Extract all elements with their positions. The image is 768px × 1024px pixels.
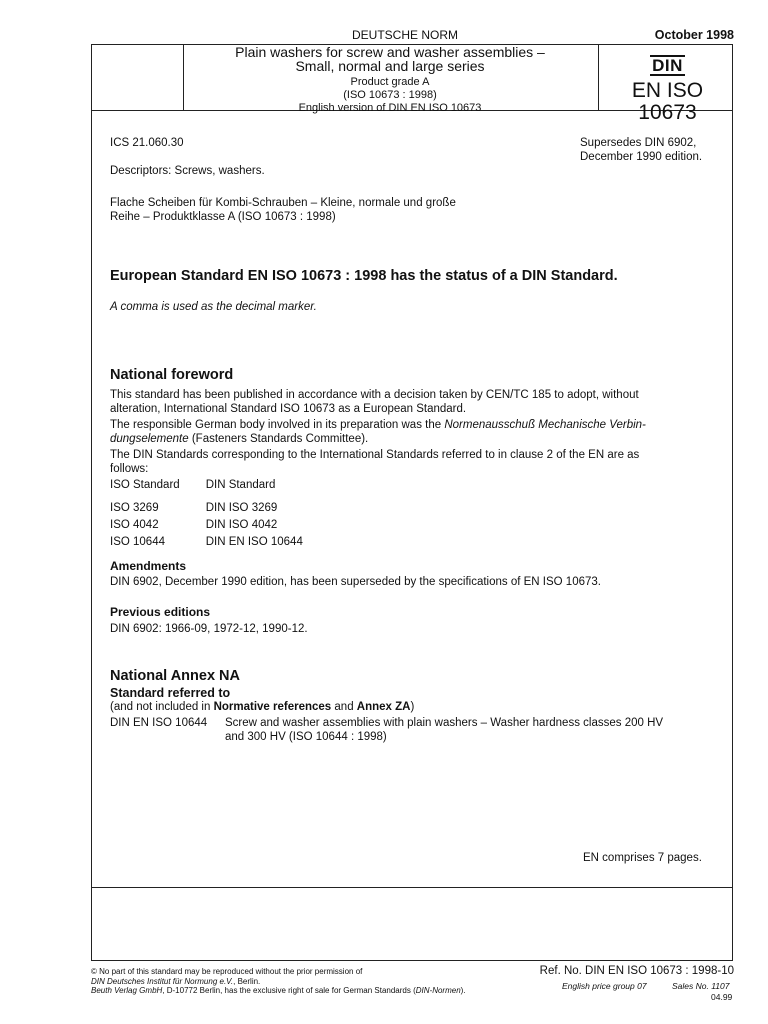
sales-number: Sales No. 1107: [672, 981, 730, 991]
table-cell: DIN ISO 4042: [205, 519, 278, 531]
previous-editions-heading: Previous editions: [110, 605, 211, 619]
column-header: ISO Standard: [110, 479, 180, 491]
supersedes: [580, 136, 702, 164]
table-row: [110, 518, 329, 535]
din-block: [601, 45, 734, 124]
foreword-text-line: The DIN Standards corresponding to the International Standards referred to in clause 2 of the EN are as: [110, 449, 640, 461]
annex-heading: National Annex NA: [110, 668, 240, 684]
norm-label: DEUTSCHE NORM: [352, 28, 459, 42]
table-cell: DIN ISO 3269: [205, 502, 278, 514]
supersedes-line: December 1990 edition.: [580, 151, 703, 163]
table-cell: ISO 3269: [110, 502, 159, 514]
german-title: [110, 196, 456, 224]
iso-reference: (ISO 10673 : 1998): [343, 89, 437, 101]
column-header: DIN Standard: [205, 479, 276, 491]
table-cell: DIN EN ISO 10644: [205, 536, 303, 548]
header-divider: [598, 45, 599, 111]
pages-note: EN comprises 7 pages.: [583, 852, 702, 864]
copyright-line: [91, 977, 521, 987]
foreword-body: [110, 388, 722, 476]
text-run: and: [331, 701, 357, 713]
text-run: , Berlin.: [233, 976, 261, 986]
foreword-heading: National foreword: [110, 367, 234, 383]
text-run: ): [410, 701, 415, 713]
annex-ref-text: [225, 716, 725, 744]
text-run: Beuth Verlag GmbH: [91, 986, 163, 995]
text-run: ).: [460, 986, 466, 995]
amendments-text: DIN 6902, December 1990 edition, has been superseded by the specifications of EN ISO 10673.: [110, 576, 601, 588]
table-cell: ISO 4042: [110, 519, 159, 531]
annex-ref-code: DIN EN ISO 10644: [110, 717, 208, 729]
annex-subheading: Standard referred to: [110, 686, 231, 700]
text-run: DIN Deutsches Institut für Normung e.V.: [91, 976, 234, 986]
title-line-2: Small, normal and large series: [295, 58, 485, 74]
ics-code: ICS 21.060.30: [110, 137, 184, 149]
text-run: Normative references: [213, 701, 332, 713]
foreword-text-line: follows:: [110, 463, 149, 475]
foreword-text-line: alteration, International Standard ISO 10673 as a European Standard.: [110, 403, 467, 415]
amendments-heading: Amendments: [110, 559, 187, 573]
document-date: October 1998: [654, 28, 734, 42]
foreword-text-line: [110, 418, 722, 432]
din-logo: DIN: [652, 56, 683, 75]
table-row: [110, 535, 329, 552]
annex-ref-line: Screw and washer assemblies with plain washers – Washer hardness classes 200 HV: [225, 717, 664, 729]
committee-name: dungselemente: [110, 433, 189, 445]
correspondence-table: [110, 478, 329, 552]
annex-note: [110, 700, 414, 714]
decimal-note: A comma is used as the decimal marker.: [110, 301, 317, 313]
foreword-text-line: [110, 432, 722, 446]
price-group: English price group 07: [562, 981, 647, 991]
previous-editions-text: DIN 6902: 1966-09, 1972-12, 1990-12.: [110, 623, 308, 635]
copyright-notice: [91, 967, 521, 996]
german-title-line: Flache Scheiben für Kombi-Schrauben – Kleine, normale und große: [110, 197, 456, 209]
table-row: [110, 501, 329, 518]
text-run: DIN-Normen: [415, 986, 461, 995]
supersedes-line: Supersedes DIN 6902,: [580, 137, 697, 149]
footer-top-rule: [92, 887, 732, 888]
german-title-line: Reihe – Produktklasse A (ISO 10673 : 1998): [110, 211, 336, 223]
title-block: [184, 44, 596, 114]
text-run: The responsible German body involved in its preparation was the: [110, 419, 445, 431]
descriptors: Descriptors: Screws, washers.: [110, 165, 265, 177]
text-run: (and not included in: [110, 701, 214, 713]
committee-name: Normenausschuß Mechanische Verbin-: [444, 419, 646, 431]
annex-ref-line: and 300 HV (ISO 10644 : 1998): [225, 731, 387, 743]
foreword-text-line: This standard has been published in accordance with a decision taken by CEN/TC 185 to adopt, without: [110, 389, 639, 401]
text-run: Annex ZA: [356, 701, 411, 713]
copyright-line: © No part of this standard may be reproduced without the prior permission of: [91, 967, 363, 976]
text-run: (Fasteners Standards Committee).: [188, 433, 369, 445]
text-run: , D-10772 Berlin, has the exclusive right of sale for German Standards (: [162, 986, 416, 995]
date-code: 04.99: [711, 992, 733, 1002]
product-grade: Product grade A: [350, 76, 430, 88]
english-version: English version of DIN EN ISO 10673: [298, 102, 482, 114]
copyright-line: [91, 986, 521, 996]
title-line-1: Plain washers for screw and washer assemblies –: [235, 44, 545, 60]
reference-number: Ref. No. DIN EN ISO 10673 : 1998-10: [539, 965, 734, 977]
status-heading: European Standard EN ISO 10673 : 1998 has the status of a DIN Standard.: [110, 268, 618, 284]
table-header-row: [110, 478, 329, 501]
table-cell: ISO 10644: [110, 536, 165, 548]
standard-number: EN ISO 10673: [631, 79, 704, 124]
